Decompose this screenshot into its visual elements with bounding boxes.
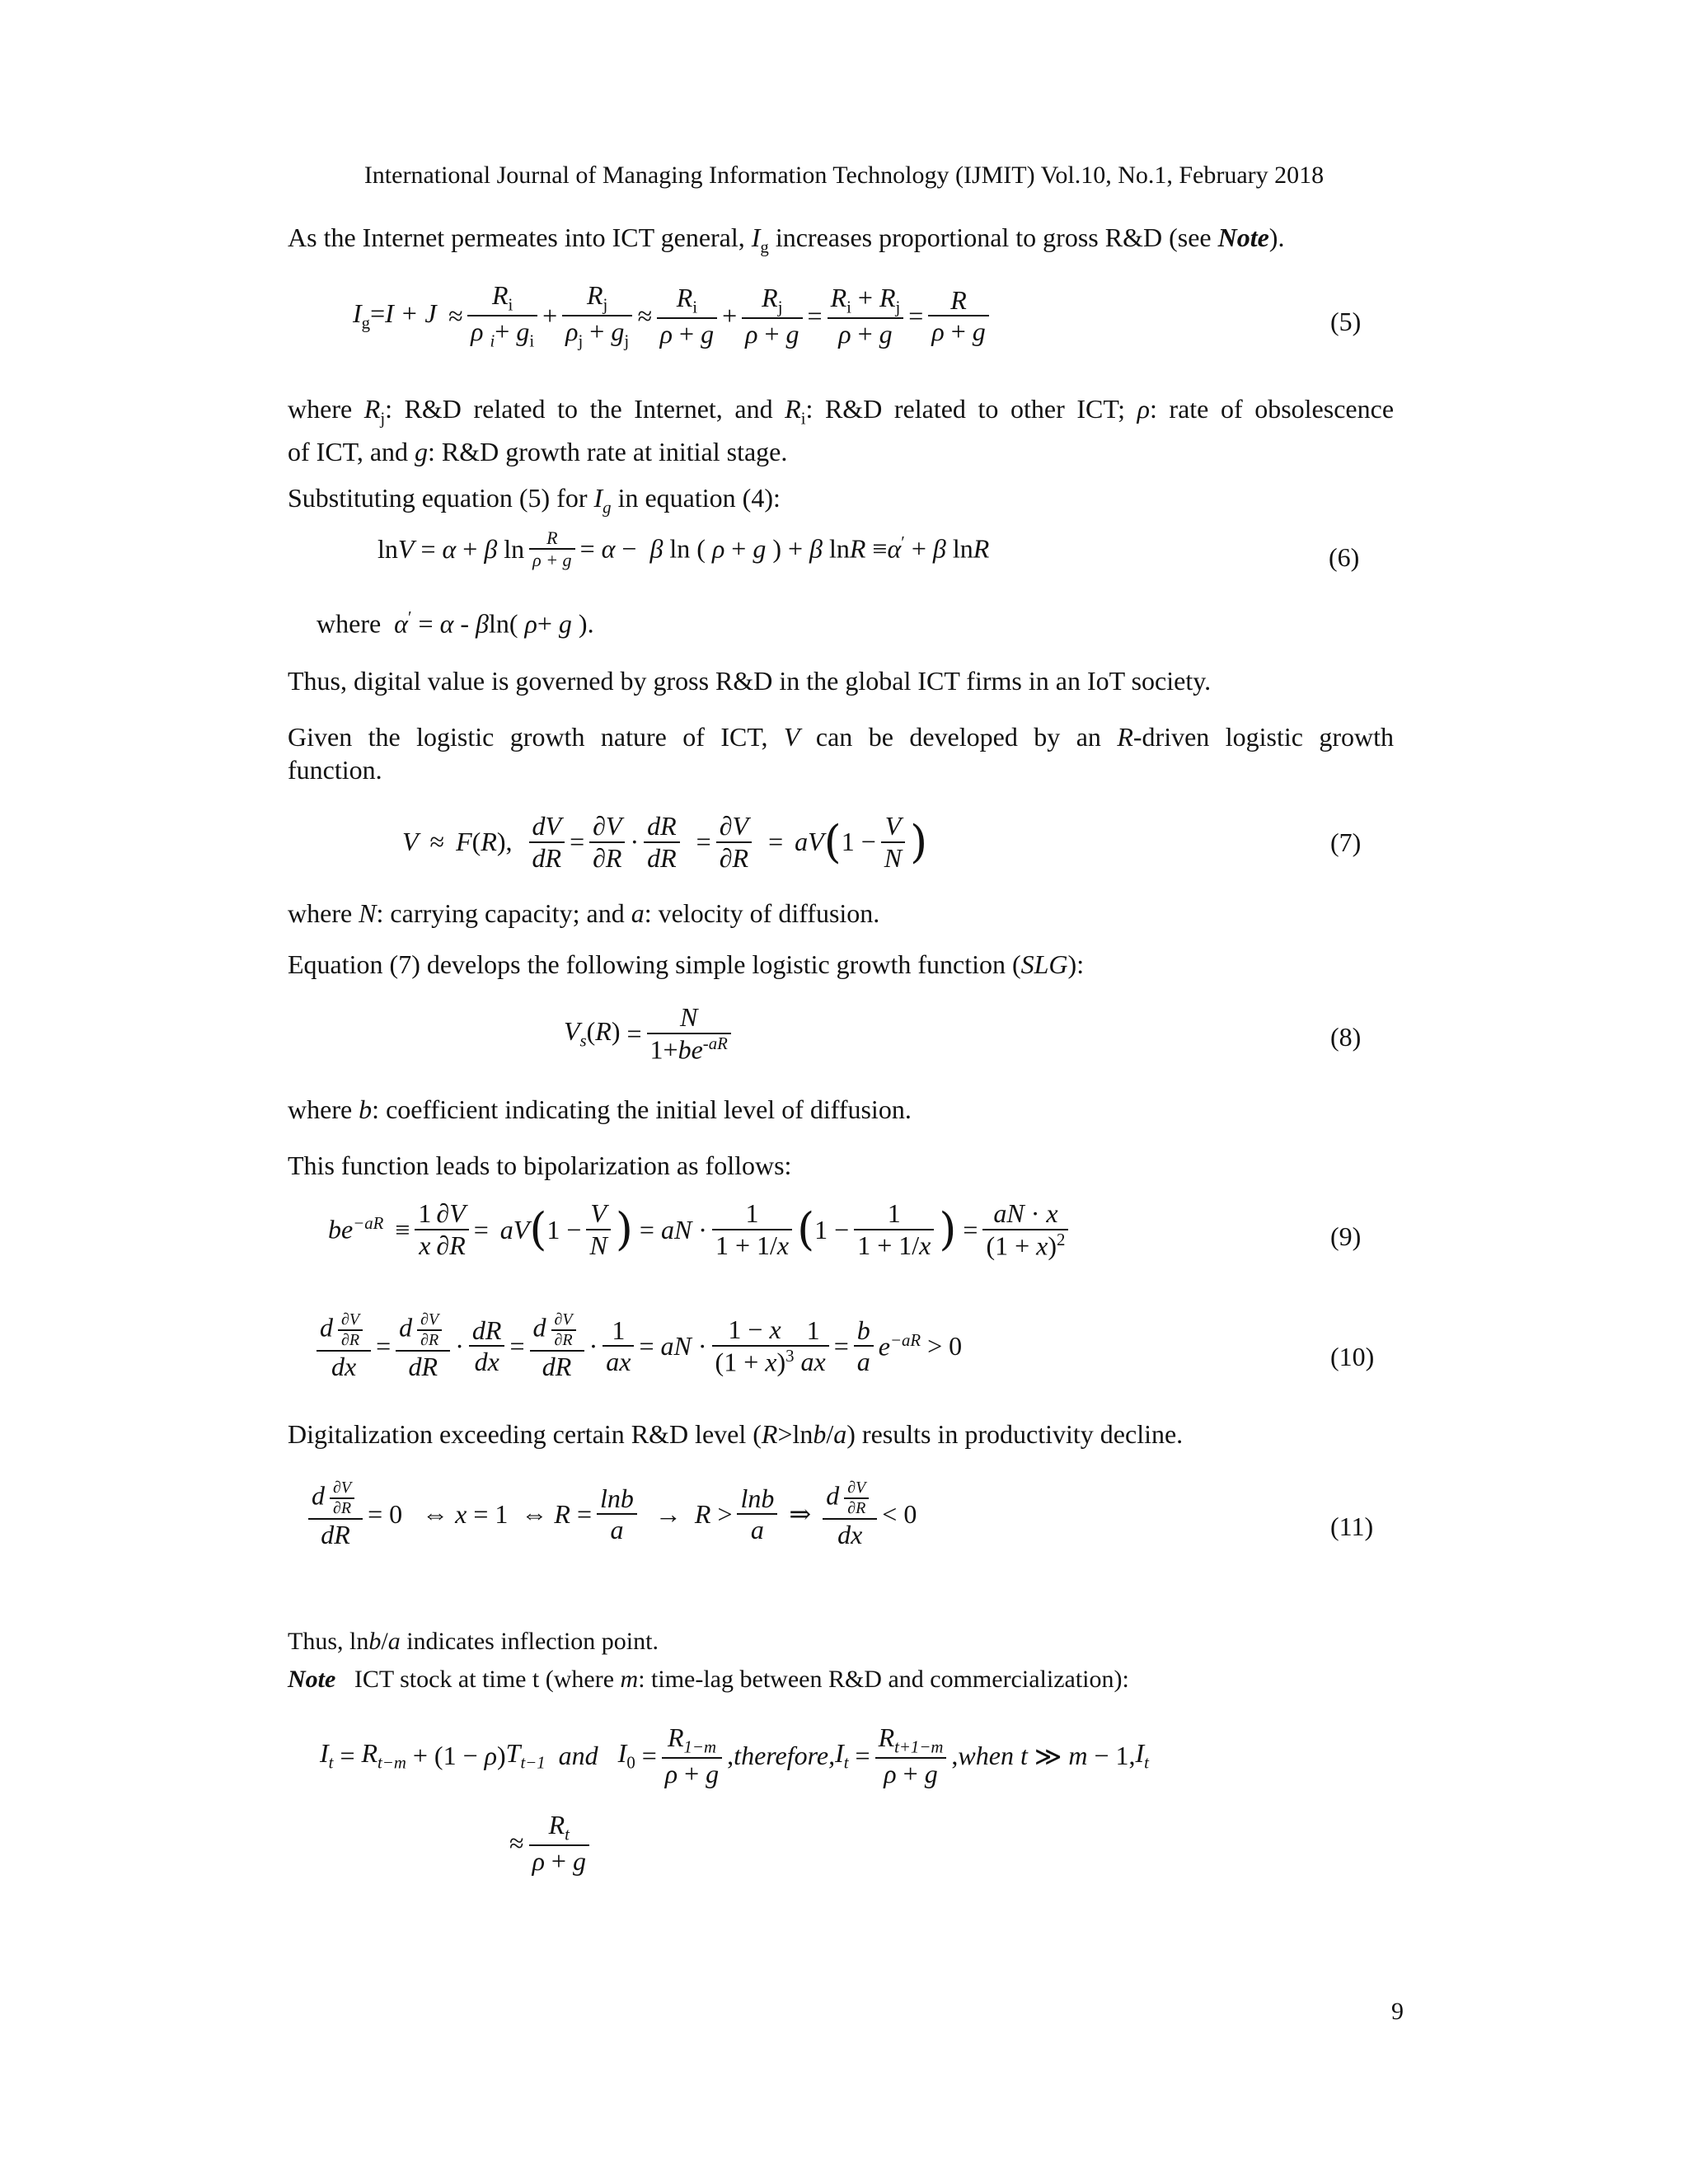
equation-9-number: (9) [1330,1221,1362,1251]
equation-8: $V_s(R)$ = $\frac{N}{1+be^{-aR}}$ [564,1002,1670,1065]
note-equation: $I_t$ = $R_{t-m}$ + (1 − ρ ) $T_{t-1}$ and $I_0$ = $\frac{R_{1-m}}{\rho + g}$ , therefore, $I_t$ = $\frac{R_{t+1-m}}{\rho + g}$ , when t ≫ m − 1, $I_t$ [320,1722,1149,1789]
equation-11: d $\frac{\partial V}{\partial R}$ dR = 0 ⇔ x = 1 ⇔ R = $\frac{\ln b}{a}$ → R > $\frac{\ln b}{a}$ ⇒ d $\frac{\partial V}{\partial R}$ dx < 0 [303,1479,1409,1550]
equation-8-number: (8) [1330,1022,1362,1052]
paragraph-digitalization: Digitalization exceeding certain R&D level (R>lnb/a) results in productivity decline. [288,1419,1184,1449]
equation-6-number: (6) [1329,542,1360,572]
paragraph-definitions: where $R_j$: R&D related to the Internet, and $R_i$: R&D related to other ICT; ρ: rate of obsolescence of ICT, and g: R&D growth rate at initial stage. [288,394,1395,467]
paragraph-coefficient: where b: coefficient indicating the initial level of diffusion. [288,1094,912,1124]
journal-header: International Journal of Managing Information Technology (IJMIT) Vol.10, No.1, February 2018 [363,162,1325,189]
equation-5: $I_g=I + J$ ≈ $\frac{R_i}{\rho _i+ g_i}$ + $\frac{R_j}{\rho_j + g_j}$ ≈ $\frac{R_i}{\rho + g}$ + $\frac{R_j}{\rho + g}$ = $\frac{R_i + R_j}{\rho + g}$ = $\frac{R}{\rho + g}$ [353,280,1459,352]
note-equation-continued: ≈ $\frac{R_t}{\rho + g}$ [509,1810,1615,1877]
paragraph-inflection: Thus, lnb/a indicates inflection point. [288,1628,659,1655]
paragraph-bipolarization: This function leads to bipolarization as follows: [288,1151,792,1180]
note-text: Note ICT stock at time t (where m: time-lag between R&D and commercialization): [288,1666,1129,1693]
paragraph-intro: As the Internet permeates into ICT general, $I_g$ increases proportional to gross R&D (see Note). [288,223,1285,257]
paragraph-logistic: Given the logistic growth nature of ICT, V can be developed by an R-driven logistic growth function. [288,722,1395,785]
paragraph-capacity: where N: carrying capacity; and a: velocity of diffusion. [288,898,880,928]
equation-6: lnV = α + β ln $\frac{R}{\rho + g}$ = α − β ln ( ρ + g ) + β lnR ≡α′ + β lnR [377,527,990,571]
equation-9: $be^{-aR}$ ≡ $\frac{1}{x}$ $\frac{\partial V}{\partial R}$ = aV ( 1 − $\frac{V}{N}$ ) = aN · $\frac{1}{1 + 1/x}$ ( 1 − $\frac{1}{1 + 1/x}$ ) = $\frac{aN \cdot x}{(1 + x)^2}$ [328,1198,1434,1261]
equation-7-number: (7) [1330,827,1362,857]
paragraph-digital-value: Thus, digital value is governed by gross R&D in the global ICT firms in an IoT society. [288,666,1212,696]
equation-11-number: (11) [1330,1511,1374,1541]
equation-6-where: where α′ = α - βln( ρ+ g ). [316,608,594,639]
page-number: 9 [1391,1998,1404,2025]
paragraph-slg: Equation (7) develops the following simple logistic growth function (SLG): [288,949,1085,979]
equation-7: V ≈ F(R), $\frac{dV}{dR}$ = $\frac{\partial V}{\partial R}$ · $\frac{dR}{dR}$ = $\frac{\partial V}{\partial R}$ = aV ( 1 − $\frac{V}{N}$ ) [402,811,928,873]
equation-10: d $\frac{\partial V}{\partial R}$ dx = d $\frac{\partial V}{\partial R}$ dR · $\frac{dR}{dx}$ = d $\frac{\partial V}{\partial R}$ dR · $\frac{1}{ax}$ = aN · $\frac{1 - x}{(1 + x)^3}$ $\frac{1}{ax}$ = $\frac{b}{a}$ $e^{-aR}$ > 0 [312,1310,1418,1382]
equation-5-number: (5) [1330,307,1362,336]
equation-10-number: (10) [1330,1342,1375,1371]
paragraph-substituting: Substituting equation (5) for $I_g$ in equation (4): [288,483,781,518]
